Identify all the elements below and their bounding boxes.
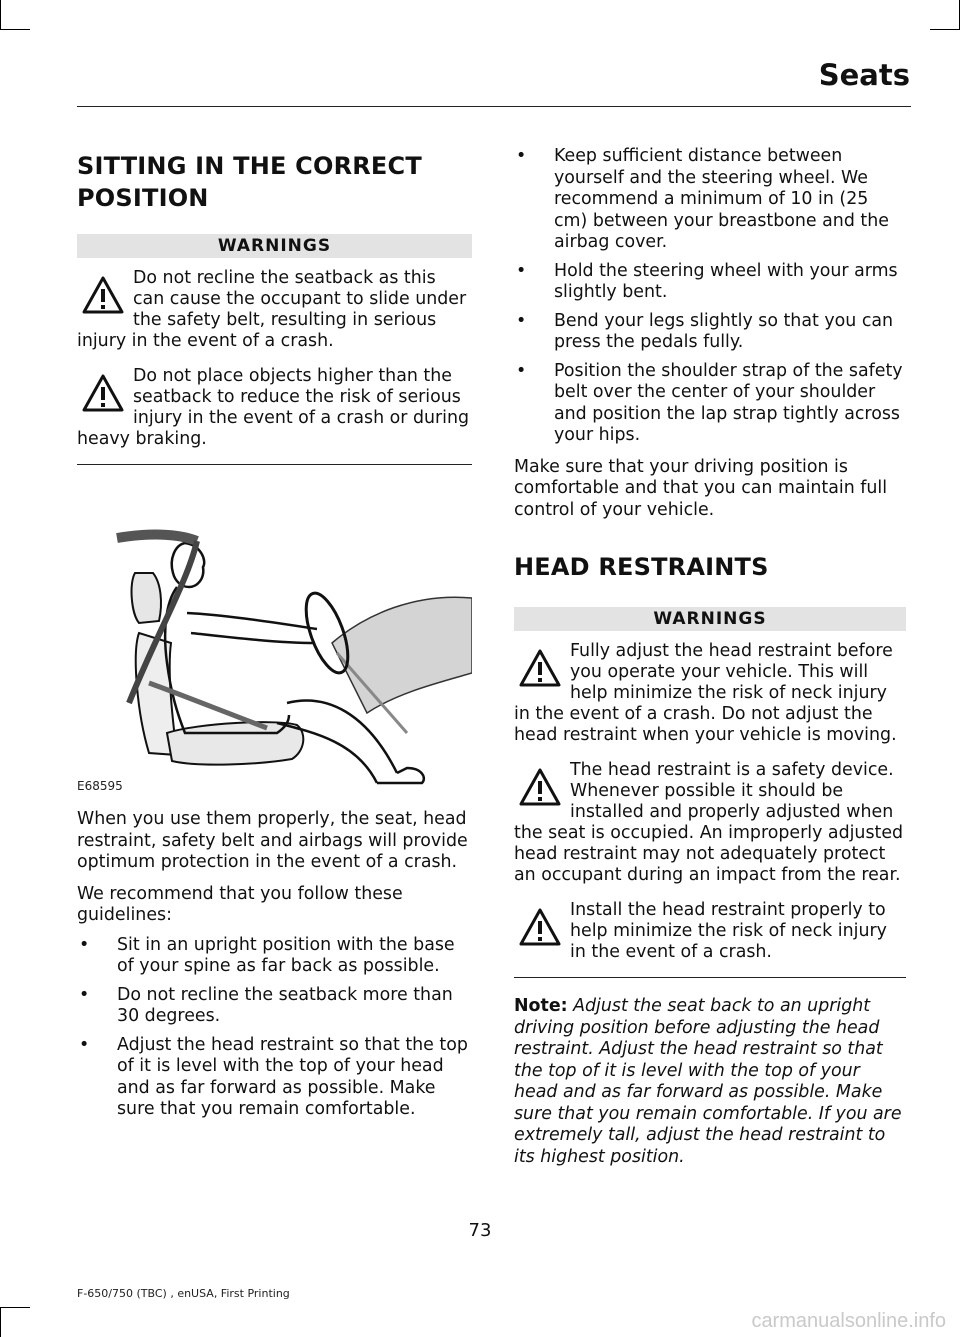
list-item: • Keep sufficient distance between yourself and the steering wheel. We recommend a minimum of 10 in (25 cm) between your breastbone and the airbag cover. <box>514 146 906 254</box>
warning-triangle-icon <box>81 372 125 416</box>
note-text: Adjust the seat back to an upright driving position before adjusting the head restraint. Adjust the head restraint so that the top of it is level with the top of your head and as far forward as possible. Make sure that you remain comfortable. If you are extremely tall, adjust the head restraint to its highest position. <box>514 996 902 1167</box>
left-column <box>77 120 472 1128</box>
warnings-bar: WARNINGS <box>514 607 906 631</box>
warnings-end-rule <box>514 977 906 978</box>
closing-paragraph: Make sure that your driving position is comfortable and that you can maintain full control of your vehicle. <box>514 456 888 520</box>
list-item: • Position the shoulder strap of the safety belt over the center of your shoulder and position the lap strap tightly across your hips. <box>514 361 906 447</box>
list-item: • Adjust the head restraint so that the top of it is level with the top of your head and as far forward as possible. Make sure that you remain comfortable. <box>77 1035 472 1121</box>
warning-text: Do not place objects higher than the seatback to reduce the risk of serious injury in the event of a crash or during heavy braking. <box>77 366 470 449</box>
section-heading-head-restraints: HEAD RESTRAINTS <box>514 553 769 581</box>
warning-item <box>77 366 472 450</box>
note-paragraph <box>514 996 906 1168</box>
driver-seated-figure <box>77 483 472 793</box>
section-heading-sitting: SITTING IN THE CORRECT POSITION <box>77 152 422 212</box>
page-number: 73 <box>468 1220 492 1241</box>
warning-item <box>514 760 906 886</box>
header-rule <box>77 106 911 107</box>
warning-triangle-icon <box>518 906 562 950</box>
crop-mark <box>0 29 30 30</box>
warning-text: The head restraint is a safety device. Whenever possible it should be installed and properly adjusted when the seat is occupied. An improperly adjusted head restraint may not adequately protect an occupant during an impact from the rear. <box>514 760 904 885</box>
warning-triangle-icon <box>81 274 125 318</box>
warning-item <box>514 641 906 746</box>
right-column <box>514 146 906 1168</box>
list-item: • Bend your legs slightly so that you can press the pedals fully. <box>514 311 906 354</box>
guideline-list-right <box>514 146 906 447</box>
warnings-end-rule <box>77 464 472 465</box>
warnings-bar: WARNINGS <box>77 234 472 258</box>
note-label: Note: <box>514 996 568 1016</box>
list-item: • Hold the steering wheel with your arms slightly bent. <box>514 261 906 304</box>
intro-paragraph: When you use them properly, the seat, head restraint, safety belt and airbags will provide optimum protection in the event of a crash. <box>77 809 468 872</box>
crop-mark <box>0 0 1 30</box>
watermark: carmanualsonline.info <box>751 1310 946 1332</box>
figure-code: E68595 <box>77 779 123 793</box>
warning-triangle-icon <box>518 647 562 691</box>
edition-footer: F-650/750 (TBC) , enUSA, First Printing <box>77 1287 290 1300</box>
page-title: Seats <box>818 58 910 92</box>
warning-item <box>514 900 906 963</box>
recommend-paragraph: We recommend that you follow these guidelines: <box>77 883 403 925</box>
list-item: • Sit in an upright position with the base of your spine as far back as possible. <box>77 935 472 978</box>
seating-position-illustration <box>77 483 472 793</box>
guideline-list-left <box>77 935 472 1121</box>
warning-text: Install the head restraint properly to help minimize the risk of neck injury in the event of a crash. <box>570 900 887 962</box>
warning-text: Fully adjust the head restraint before you operate your vehicle. This will help minimize the risk of neck injury in the event of a crash. Do not adjust the head restraint when your vehicle is moving. <box>514 641 897 745</box>
crop-mark <box>0 1307 1 1337</box>
crop-mark <box>0 1307 30 1308</box>
warning-text: Do not recline the seatback as this can cause the occupant to slide under the safety belt, resulting in serious injury in the event of a crash. <box>77 268 467 351</box>
warning-item <box>77 268 472 352</box>
crop-mark <box>930 29 960 30</box>
warning-triangle-icon <box>518 766 562 810</box>
list-item: • Do not recline the seatback more than 30 degrees. <box>77 985 472 1028</box>
